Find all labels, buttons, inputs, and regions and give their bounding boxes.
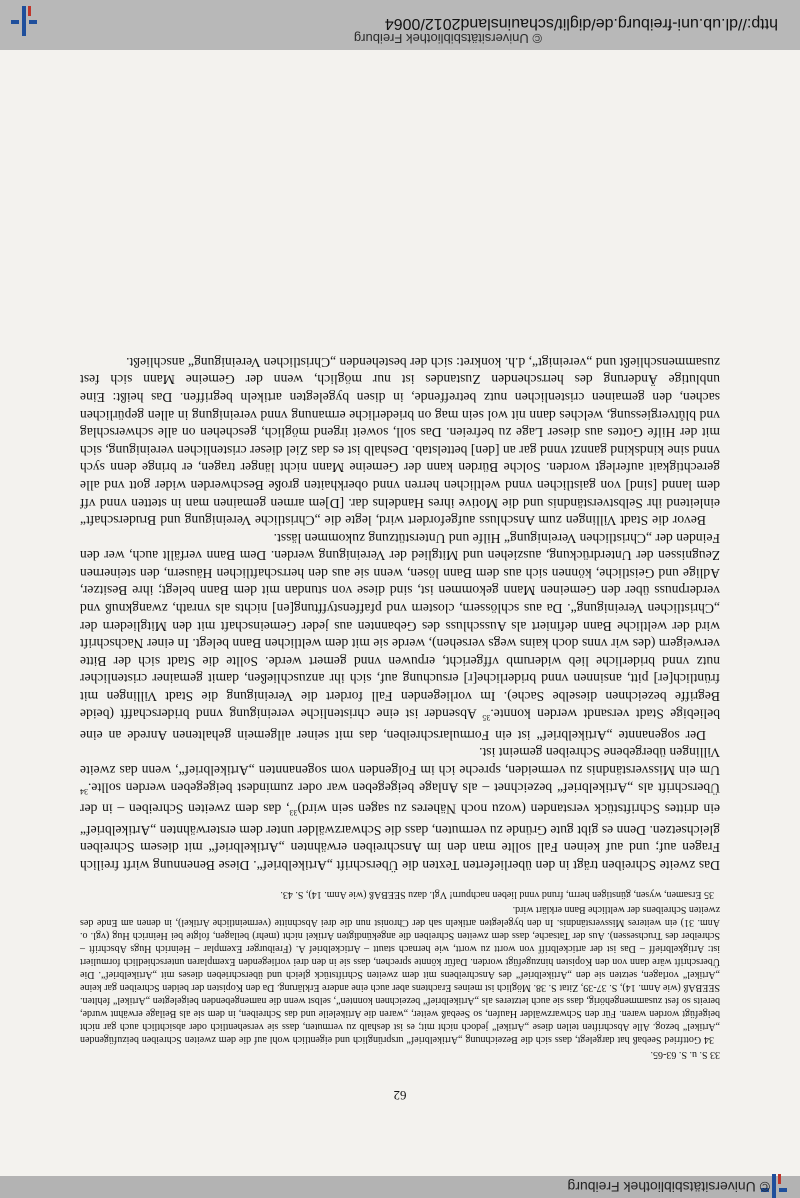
top-watermark-bar bbox=[0, 1176, 800, 1198]
footer-copyright: © Universitätsbibliothek Freiburg bbox=[353, 31, 542, 46]
paragraph-1: Das zweite Schreiben trägt in den überlieferten Texten die Überschrift „Artikelbrief“. Diese Benennung wirft freilich Fragen auf; und auf keinen Fall sollte man den im Anschreiben erwähnten „Artikelbrief“ mit diesem Schreiben gleichsetzen. Denn es gibt gute Gründe zu vermuten, dass die Schwarzwälder unter dem ersterwähnten „Artikelbrief“ ein drittes Schriftstück verstanden (wozu noch Näheres zu sagen sein wird)$^{33}$, das dem zweiten Schreiben – in der Überschrift als „Artikelbrief“ bezeichnet – als Anlage beigegeben war oder zumindest beigegeben werden sollte.$^{34}$ Um ein Missverständnis zu vermeiden, spreche ich im Folgenden vom sogenannten „Artikelbrief“, wenn das zweite Villingen übergebene Schreiben gemeint ist. bbox=[80, 745, 720, 873]
main-text bbox=[80, 353, 720, 874]
footnote-33: 33 S. u. S. 63-65. bbox=[650, 1049, 720, 1060]
footnote-35: 35 Ersamen, wysen, günstigen herrn, frund vnnd lieben nachpurn! Vgl. dazu SEEBAß (wie Anm. 14), S. 43. bbox=[280, 889, 714, 900]
top-copyright: © Universitätsbibliothek Freiburg bbox=[567, 1179, 770, 1195]
page-content bbox=[80, 353, 720, 1103]
page-number: 62 bbox=[393, 1088, 407, 1103]
source-url[interactable]: http://dl.ub.uni-freiburg.de/diglit/schauinsland2012/0064 bbox=[384, 15, 778, 32]
source-url-bar bbox=[0, 0, 800, 50]
footnotes bbox=[80, 888, 720, 1061]
footnote-34: 34 Gottfried Seebaß hat dargelegt, dass sich die Bezeichnung „Artikelbrief“ ursprünglich und eigentlich wohl auf die dem zweiten Schreiben beizufügenden „Artikel“ bezog. Alle Abschriften teilen diese „Artikel“ jedoch nicht mit; es ist deshalb zu vermuten, dass sie versehentlich oder absichtlich auch gar nicht beigefügt worden waren. Für den Schwarzwälder Haufen, so Seebaß weiter, „waren die Artikeleile und das Schreiben, in dem sie als Beilage erwähnt wurde, bereits so fest zusammengehörig, dass sie auch letzteres als „Artikelbrief“ bezeichnen konnten“, selbst wenn die namengebenden beigelegten „Artikel“ fehlten. SEEBAß (wie Anm. 14), S. 37-39, Zitat S. 38. Möglich ist meines Erachtens aber auch eine andere Erklärung. Da den Kopisten der beiden Schreiben gar keine „Artikel“ vorlagen, setzten sie den „Artikelbrief“ des Anschreibens mit dem zweiten Schriftstück gleich und überschrieben dieses mit „Artikelbrief“. Die Überschrift wäre dann von den Kopisten hinzugefügt worden. Dafür könnte sprechen, dass sie in den drei vorliegenden Exemplaren unterschiedlich formuliert ist: Artigkelbrieff – Das ist der artickelbriff von wortt zu wortt, wie hernach stautt – Artickelbrief A. (Freiburger Exemplar – Heinrich Hugs Abschrift – Schreiber des Truchsessen). Aus der Tatsache, dass dem zweiten Schreiben die angekündigten Artikel nicht (mehr) beilagen, folgte bei Heinrich Hug (vgl. o. Anm. 31) ein weiteres Missverständnis. In den bygelegten artikeln sah der Chronist nun die drei Abschnitte (vermeintliche Artikel), in denen am Ende des zweiten Schreibens der weltliche Bann erklärt wird. bbox=[80, 904, 720, 1045]
paragraph-3: Bevor die Stadt Villingen zum Anschluss aufgefordert wird, legte die „Christliche Vereinigung und Bruderschaft“ einleitend ihr Selbstverständnis und die Motive ihres Handelns dar. [D]em armen gemainen man in stetten vnnd vff dem lannd [sind] von gaistlichen vnnd weltlichen herren vnnd oberkhaiten große Beschwerden wider gott vnd alle gerechtigkait auferlegt worden. Solche Bürden kann der Gemeine Mann nicht länger tragen, er bringe denn sych vnnd sine kindskind gannzt vnnd gar an [den] bettelstab. Deshalb ist es das Ziel dieser cristenlichen vereinigung, sich mit der Hilfe Gottes aus dieser Lage zu befreien. Das soll, soweit irgend möglich, geschehen on alle schwerschlag vnd blůtvergiessung, welches dann nit wol sein mag on briederliche ermanung vnnd vereinigung in allen gepürlichen sachen, den gemainen cristenlichen nutz betreffende, in disen bygelegten artikeln begriffen. Das heißt: Eine unblutige Änderung des herrschenden Zustandes ist nur möglich, wenn der Gemeine Mann sich fest zusammenschließt und „vereinigt“, d.h. konkret: sich der bestehenden „Christlichen Vereinigung“ anschließt. bbox=[80, 354, 720, 529]
university-logo-icon bbox=[10, 6, 40, 36]
paragraph-2: Der sogenannte „Artikelbrief“ ist ein Formularschreiben, das mit seiner allgemein gehaltenen Anrede an eine beliebige Stadt versandt werden konnte.$^{35}$ Absender ist eine christenliche vereinigung vnnd briderschafft (beide Begriffe bezeichnen dieselbe Sache). Im vorliegenden Fall fordert die Vereinigung die Stadt Villingen mit früntlich[er] pitt, ansinnen vnnd briderliche[r] ersuchung auf, sich ihr anzuschließen, damit gemainer cristenlicher nutz vnnd briderliche lieb widerumb vffgericht, erpuwen vnnd gemert werde. Sollte die Stadt sich der Bitte verweigern (des wir vnns doch kains wegs versehen), werde sie mit dem weltlichen Bann belegt. In einer Nachschrift wird der weltliche Bann definiert als Ausschluss des Gebannten aus jeder Gemeinschaft mit den Mitgliedern der „Christlichen Vereinigung“. Da aus schlössern, clostern vnd pfaffenstyfftung[en] nichts als vnrath, zwangknuß vnd verderpnuss über den Gemeinen Mann gekommen ist, sind diese von stundan mit dem Bann belegt; ihre Besitzer, Adlige und Geistliche, können sich aus dem Bann lösen, wenn sie aus den herrschaftlichen Häusern, den steinernen Zeugnissen der Unterdrückung, ausziehen und Mitglied der Vereinigung werden. Dem Bann verfällt auch, wer den Feinden der „Christlichen Vereinigung“ Hilfe und Unterstützung zukommen lässt. bbox=[80, 530, 720, 743]
